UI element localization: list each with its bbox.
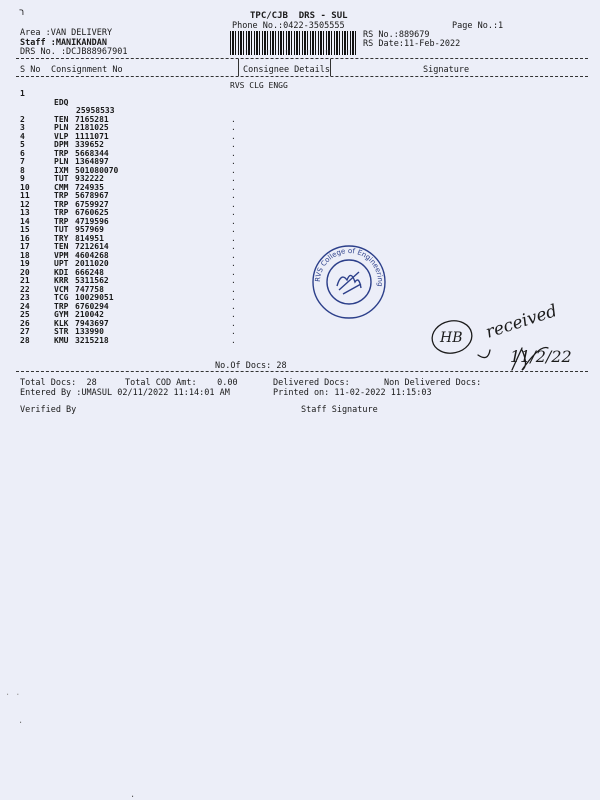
- row-sno: 4: [20, 131, 25, 141]
- row-number: 7165281: [75, 114, 109, 124]
- row-number: 4604268: [75, 250, 109, 260]
- staff-label: Staff :MANIKANDAN: [20, 38, 107, 48]
- row-consignee-placeholder: .: [231, 199, 236, 209]
- row-consignee-placeholder: .: [231, 318, 236, 328]
- row-number: 6760625: [75, 208, 109, 217]
- header-divider-top: [16, 58, 588, 59]
- row-prefix: TRP: [54, 191, 69, 200]
- row-prefix: EDQ: [54, 97, 69, 107]
- row-sno: 17: [20, 242, 30, 251]
- column-signature: Signature: [423, 65, 470, 75]
- row-consignee-placeholder: .: [231, 259, 236, 268]
- delivered-docs: Delivered Docs:: [273, 378, 350, 388]
- row-consignee-placeholder: .: [231, 233, 236, 243]
- row-prefix: TRP: [54, 216, 69, 226]
- row-consignee-placeholder: .: [231, 250, 236, 260]
- row-consignee-placeholder: .: [231, 327, 236, 336]
- row-sno: 10: [20, 182, 30, 192]
- row-sno: 19: [20, 259, 30, 268]
- row-sno: 12: [20, 199, 30, 209]
- row-prefix: TRY: [54, 233, 69, 243]
- row-sno: 27: [20, 327, 30, 336]
- scan-speck: .: [130, 790, 136, 800]
- row-prefix: TRP: [54, 208, 69, 217]
- row-sno: 28: [20, 335, 30, 345]
- row-sno: 21: [20, 276, 30, 285]
- row-prefix: STR: [54, 327, 69, 336]
- row-number: 10029051: [75, 293, 114, 302]
- row-consignee-placeholder: .: [231, 225, 236, 234]
- row-prefix: KRR: [54, 276, 69, 285]
- row-sno: 3: [20, 123, 25, 132]
- total-docs: Total Docs: 28: [20, 378, 97, 388]
- row-consignee-placeholder: .: [231, 182, 236, 192]
- row-sno: 24: [20, 301, 30, 311]
- stamp-ring-text: RVS College of Engineering: [313, 246, 385, 287]
- scan-speck: .: [18, 716, 24, 726]
- row-number: 6760294: [75, 301, 109, 311]
- verified-by: Verified By: [20, 405, 77, 415]
- row-prefix: GYM: [54, 310, 69, 319]
- scan-speck: . .: [5, 688, 21, 698]
- row-sno: 15: [20, 225, 30, 234]
- row-prefix: UPT: [54, 259, 69, 268]
- row-consignee-placeholder: .: [231, 216, 236, 226]
- drs-number: DRS No. :DCJB88967901: [20, 47, 128, 57]
- phone-number: Phone No.:0422-3505555: [232, 21, 345, 31]
- row-sno: 20: [20, 267, 30, 277]
- row-prefix: CMM: [54, 182, 69, 192]
- row-prefix: TRP: [54, 199, 69, 209]
- row-prefix: KDI: [54, 267, 69, 277]
- row-consignee-placeholder: .: [231, 191, 236, 200]
- row-sno: 2: [20, 114, 25, 124]
- rs-date: RS Date:11-Feb-2022: [363, 39, 461, 49]
- row-number: 724935: [75, 182, 104, 192]
- row-number: 1111071: [75, 131, 109, 141]
- row-number: 747758: [75, 284, 104, 294]
- row-sno: 8: [20, 165, 25, 175]
- row-prefix: TUT: [54, 225, 69, 234]
- handwriting-initials: HB: [440, 330, 463, 346]
- row-number: 2011020: [75, 259, 109, 268]
- row-consignee-placeholder: .: [231, 165, 236, 175]
- row-prefix: TUT: [54, 174, 69, 183]
- row-consignee-placeholder: .: [231, 310, 236, 319]
- row-number: 210042: [75, 310, 104, 319]
- header-divider-bottom: [16, 76, 588, 77]
- row-prefix: VCM: [54, 284, 69, 294]
- row-consignee-placeholder: .: [231, 157, 236, 166]
- row-consignee-placeholder: .: [231, 267, 236, 277]
- row-number: 5678967: [75, 191, 109, 200]
- row-consignee-placeholder: .: [231, 148, 236, 158]
- row-consignee-placeholder: .: [231, 174, 236, 183]
- row-prefix: TCG: [54, 293, 69, 302]
- row-number: 666248: [75, 267, 104, 277]
- row-prefix: DPM: [54, 140, 69, 149]
- document-title: TPC/CJB DRS - SUL: [250, 11, 348, 21]
- row-number: 1364897: [75, 157, 109, 166]
- row-sno: 9: [20, 174, 25, 183]
- column-consignee: Consignee Details: [243, 65, 330, 75]
- row-prefix: TEN: [54, 242, 69, 251]
- handwritten-received-note: [430, 300, 580, 380]
- row-number: 5668344: [75, 148, 109, 158]
- rs-number: RS No.:889679: [363, 30, 430, 40]
- row-sno: 23: [20, 293, 30, 302]
- row-sno: 6: [20, 148, 25, 158]
- row-number: 814951: [75, 233, 104, 243]
- staff-signature-label: Staff Signature: [301, 405, 378, 415]
- college-stamp: [309, 242, 389, 322]
- row-consignee-placeholder: .: [231, 284, 236, 294]
- row-consignee-placeholder: .: [231, 242, 236, 251]
- column-sno: S No: [20, 65, 41, 75]
- row-consignee-placeholder: .: [231, 335, 236, 345]
- row-prefix: KMU: [54, 335, 69, 345]
- row-prefix: VPM: [54, 250, 69, 260]
- row-prefix: PLN: [54, 157, 69, 166]
- row-sno: 22: [20, 284, 30, 294]
- row-sno: 25: [20, 310, 30, 319]
- row-sno: 11: [20, 191, 30, 200]
- row-sno: 5: [20, 140, 25, 149]
- row-consignee-placeholder: .: [231, 123, 236, 132]
- page-number: Page No.:1: [452, 21, 504, 31]
- row-consignee-placeholder: .: [231, 301, 236, 311]
- row-prefix: PLN: [54, 123, 69, 132]
- row-number: 932222: [75, 174, 104, 183]
- row-number: 4719596: [75, 216, 109, 226]
- row-sno: 1: [20, 89, 25, 99]
- handwriting-received: received: [483, 300, 560, 343]
- row-number: 3215218: [75, 335, 109, 345]
- row-number: 7943697: [75, 318, 109, 328]
- row-consignee-placeholder: .: [231, 208, 236, 217]
- row-prefix: IXM: [54, 165, 69, 175]
- row-sno: 16: [20, 233, 30, 243]
- row-prefix: TRP: [54, 148, 69, 158]
- printed-on: Printed on: 11-02-2022 11:15:03: [273, 388, 432, 398]
- table-row: [20, 81, 288, 116]
- row-consignee-placeholder: .: [231, 114, 236, 124]
- row-number: 6759927: [75, 199, 109, 209]
- row-consignee-placeholder: .: [231, 276, 236, 285]
- row-consignee-placeholder: .: [231, 140, 236, 149]
- column-separator: [238, 59, 239, 76]
- row-number: 957969: [75, 225, 104, 234]
- row-prefix: TRP: [54, 301, 69, 311]
- row-sno: 18: [20, 250, 30, 260]
- row-prefix: VLP: [54, 131, 69, 141]
- row-consignee: RVS CLG ENGG: [230, 81, 288, 90]
- entered-by: Entered By :UMASUL 02/11/2022 11:14:01 AM: [20, 388, 230, 398]
- row-consignee-placeholder: .: [231, 131, 236, 141]
- barcode: [230, 31, 356, 55]
- row-number: 501080070: [75, 165, 119, 175]
- row-sno: 7: [20, 157, 25, 166]
- row-prefix: TEN: [54, 114, 69, 124]
- row-number: 339652: [75, 140, 104, 149]
- row-prefix: KLK: [54, 318, 69, 328]
- row-sno: 26: [20, 318, 30, 328]
- non-delivered-docs: Non Delivered Docs:: [384, 378, 482, 388]
- row-number: 7212614: [75, 242, 109, 251]
- handwriting-date: 11/2/22: [510, 347, 572, 366]
- corner-mark: ר: [19, 8, 25, 18]
- no-of-docs: No.Of Docs: 28: [215, 361, 287, 371]
- column-consignment: Consignment No: [51, 65, 123, 75]
- row-number: 5311562: [75, 276, 109, 285]
- row-number: 25958533: [76, 106, 115, 116]
- row-consignee-placeholder: .: [231, 293, 236, 302]
- area-label: Area :VAN DELIVERY: [20, 28, 113, 38]
- row-sno: 14: [20, 216, 30, 226]
- row-number: 133990: [75, 327, 104, 336]
- row-number: 2181025: [75, 123, 109, 132]
- column-separator: [330, 59, 331, 76]
- total-cod-amount: Total COD Amt: 0.00: [125, 378, 238, 388]
- row-sno: 13: [20, 208, 30, 217]
